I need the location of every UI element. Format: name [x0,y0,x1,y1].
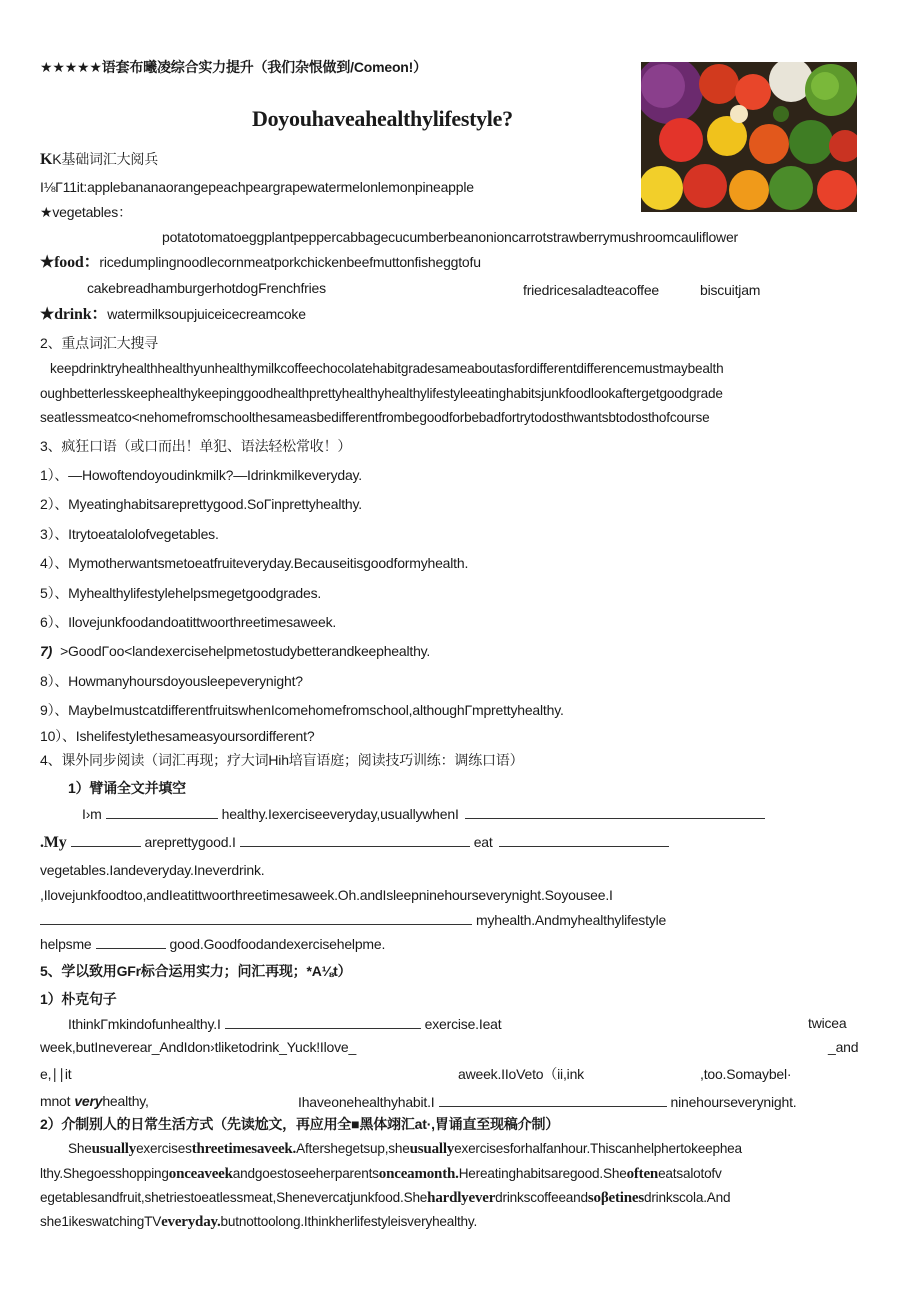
paragraph-text: She [68,1141,92,1156]
exercise-line4 [40,1092,149,1110]
passage-line1 [82,804,765,823]
section1-heading-text: K基础词汇大阅兵 [52,151,158,167]
sentence-1: 1）、—Howoftendoyoudinkmilk?—Idrinkmilkeveryday. [40,467,363,483]
section5-heading: 5、学以致用GFr标合运用实力；问汇再现；*A⅛t） [40,963,352,979]
paragraph-text: drinkscola.And [644,1190,731,1205]
blank[interactable] [106,804,218,819]
blank[interactable] [439,1092,667,1107]
section2-line2: oughbetterlesskeephealthykeepinggoodhealthprettyhealthyhealthylifestyleeatinghabitsjunkfoodlookaftergetgoodgrade [40,386,723,401]
vegetables-line: potatotomatoeggplantpeppercabbagecucumberbeanonioncarrotstrawberrymushroomcauliflower [162,229,739,245]
paragraph-bold-phrase: soβetines [587,1190,644,1206]
exercise-text: ninehourseverynight. [670,1094,797,1110]
blank[interactable] [240,832,470,847]
passage-text: healthy.Iexerciseeveryday,usuallywhenI [221,806,459,822]
vegetables-label: ★vegetables： [40,204,132,220]
section4-heading: 4、课外同步阅读（词汇再现；疗大词Hih培盲语庭；阅读技巧训练：调练口语） [40,752,524,768]
paragraph-text: andgoestoseeherparents [232,1166,379,1181]
paragraph-text: exercises [136,1141,192,1156]
section5-subheading2: 2）介制别人的日常生活方式（先读尬文，再应用全■黑体翊汇at·,胃诵直至现稿介制） [40,1116,560,1132]
paragraph-bold-phrase: onceamonth. [378,1166,459,1182]
paragraph-text: lthy.Shegoesshopping [40,1166,169,1181]
paragraph-text: she1ikeswatchingTV [40,1214,162,1229]
blank[interactable] [465,804,765,819]
section4-subheading: 1）臂诵全文并填空 [68,780,186,796]
paragraph-text: Hereatinghabitsaregood.She [458,1166,627,1181]
food-words1: ricedumplingnoodlecornmeatporkchickenbeefmuttonfisheggtofu [99,254,481,270]
paragraph-text: exercisesforhalfanhour.Thiscanhelphertokeephea [454,1141,742,1156]
sentence-10: 10）、Ishelifestylethesameasyoursordifferent? [40,728,315,744]
header-line: ★★★★★语套布曦凌综合实力提升（我们杂恨做到/Comeon!） [40,59,427,75]
exercise-line3c: ,too.Somaybel· [700,1066,792,1082]
exercise-text: healthy, [102,1093,149,1109]
food-line2c: biscuitjam [700,282,761,298]
blank[interactable] [499,832,669,847]
drink-line [40,305,306,324]
sentence-4: 4）、Mymotherwantsmetoeatfruiteveryday.Becauseitisgoodformyhealth. [40,555,469,571]
paragraph-text: butnottoolong.Ithinkherlifestyleisveryhealthy. [220,1214,478,1229]
paragraph-bold-phrase: onceaveek [168,1166,233,1182]
section5-subheading1: 1）朴克句子 [40,991,117,1007]
passage-text: .My [40,834,67,851]
exercise-text: mnot [40,1093,71,1109]
passage-line4: ,Ilovejunkfoodtoo,andIeatittwoorthreetimesaweek.Oh.andIsleepninehourseverynight.Soyousee.I [40,887,613,903]
paragraph-bold-phrase: usually [91,1141,137,1157]
sentence-6: 6）、Ilovejunkfoodandoatittwoorthreetimesaweek. [40,614,337,630]
passage-text: I›m [82,806,102,822]
sentence-2: 2）、Myeatinghabitsareprettygood.SoΓinprettyhealthy. [40,496,362,512]
exercise-text: IthinkΓmkindofunhealthy.I [68,1016,221,1032]
drink-words: watermilksoupjuiceicecreamcoke [107,306,306,322]
exercise-line4b [298,1092,796,1111]
paragraph-bold-phrase: usually [409,1141,455,1157]
food-line1 [40,253,481,272]
paragraph-line1 [68,1140,742,1158]
sentence-7-number: 7) [40,643,53,659]
section2-heading: 2、重点词汇大搜寻 [40,335,158,351]
passage-text: good.Goodfoodandexercisehelpme. [169,936,386,952]
blank[interactable] [71,832,141,847]
sentence-5: 5）、Myhealthylifestylehelpsmegetgoodgrades. [40,585,322,601]
paragraph-bold-phrase: everyday. [161,1214,221,1230]
section2-line3: seatlessmeatco<nehomefromschoolthesameasbedifferentfrombegoodforbebadfortrytodosthwantsbtodosthofcourse [40,410,710,425]
passage-line6 [40,934,385,953]
sentence-8: 8）、Howmanyhoursdoyousleepeverynight? [40,673,303,689]
blank[interactable] [40,910,472,925]
sentence-7-text: >GoodΓoo<landexercisehelpmetostudybetterandkeephealthy. [60,643,431,659]
paragraph-text: Aftershegetsup,she [296,1141,410,1156]
exercise-text-emphasis: very [74,1093,103,1109]
section1-heading: KK基础词汇大阅兵 [40,151,158,168]
food-line2a: cakebreadhamburgerhotdogFrenchfries [87,280,326,296]
blank[interactable] [96,934,166,949]
blank[interactable] [225,1014,421,1029]
paragraph-bold-phrase: threetimesaveek. [191,1141,297,1157]
exercise-line2: week,butIneverear_AndIdon›tliketodrink_Yuck!Ilove_ [40,1039,357,1055]
drink-label: ★drink： [40,306,108,323]
sentence-7 [40,642,430,660]
exercise-line1-end: twicea [808,1015,847,1031]
page-title: Doyouhaveahealthylifestyle? [252,106,513,131]
passage-line2 [40,832,669,852]
paragraph-text: drinkscoffeeand [495,1190,588,1205]
section3-heading: 3、疯狂口语（或口而出！单犯、语法轻松常收！） [40,438,352,454]
passage-text: areprettygood.I [144,834,236,850]
fruit-line: I⅛Γ11it:applebananaorangepeachpeargrapewatermelonlemonpineapple [40,179,474,195]
sentence-3: 3）、Itrytoeatalolofvegetables. [40,526,219,542]
passage-text: myhealth.Andmyhealthylifestyle [476,912,667,928]
vegetables-photo [641,62,857,212]
paragraph-line4 [40,1213,477,1231]
exercise-line3a: e,∣∣it [40,1066,72,1082]
paragraph-line3 [40,1189,730,1207]
exercise-line1 [68,1014,501,1033]
paragraph-bold-phrase: hardlyever [427,1190,496,1206]
sentence-9: 9）、MaybeImustcatdifferentfruitswhenIcomehomefromschool,althoughΓmprettyhealthy. [40,702,564,718]
paragraph-text: eatsalotofv [658,1166,722,1181]
passage-text: helpsme [40,936,92,952]
passage-line5 [40,910,666,929]
exercise-line3b: aweek.IIoVeto（ii,ink [458,1066,584,1082]
exercise-text: Ihaveonehealthyhabit.I [298,1094,435,1110]
paragraph-text: egetablesandfruit,shetriestoeatlessmeat,Shenevercatjunkfood.She [40,1190,428,1205]
paragraph-line2 [40,1165,722,1183]
passage-line3: vegetables.Iandeveryday.Ineverdrink. [40,862,265,878]
exercise-line2-end: _and [828,1039,859,1055]
food-line2b: friedricesaladteacoffee [523,282,660,298]
vegetables-illustration [641,62,857,212]
food-label: ★food： [40,254,100,271]
passage-text: eat [473,834,493,850]
section2-line1: keepdrinktryhealthhealthyunhealthymilkcoffeechocolatehabitgradesameaboutasfordifferentdifferencemustmaybealth [50,361,724,376]
exercise-text: exercise.Ieat [424,1016,502,1032]
paragraph-bold-phrase: often [626,1166,659,1182]
